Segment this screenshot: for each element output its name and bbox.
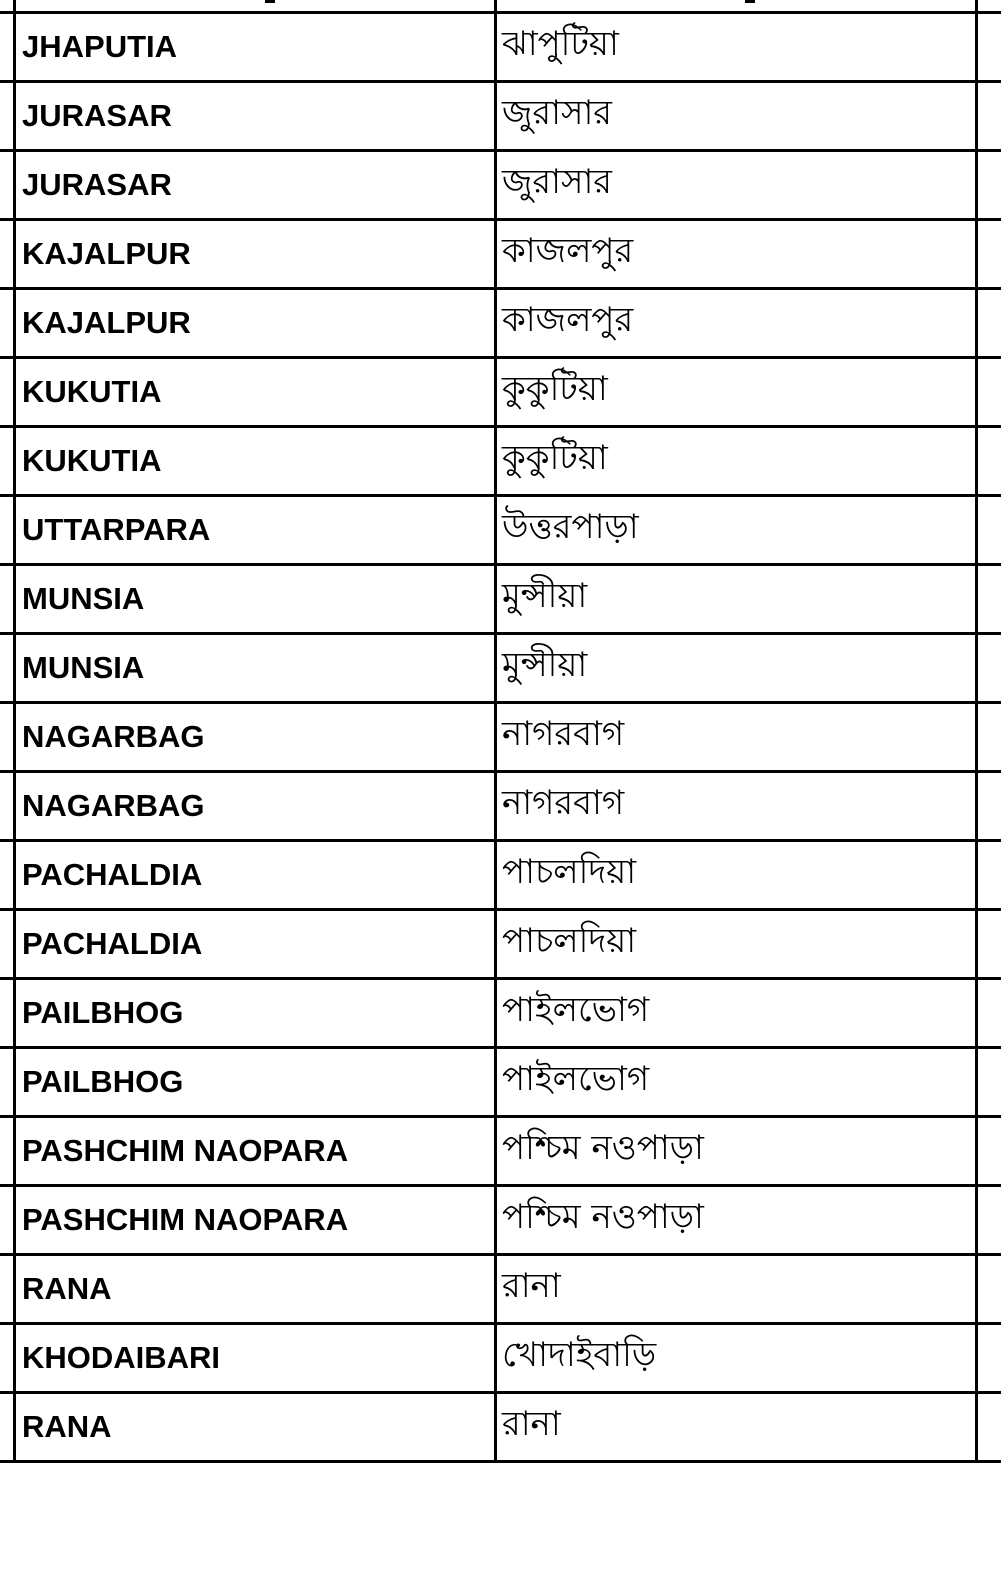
english-name-cell: KHODAIBARI bbox=[22, 1340, 221, 1375]
table-row bbox=[0, 149, 1001, 218]
table-column-divider bbox=[494, 0, 497, 1460]
table-row bbox=[0, 218, 1001, 287]
english-name-cell: KUKUTIA bbox=[22, 374, 162, 409]
table-row bbox=[0, 1115, 1001, 1184]
table-row bbox=[0, 1046, 1001, 1115]
english-name-cell: UTTARPARA bbox=[22, 512, 211, 547]
bengali-name-cell: কাজলপুর bbox=[502, 231, 634, 271]
bengali-name-cell: খোদাইবাড়ি bbox=[502, 1335, 657, 1375]
english-name-cell: PAILBHOG bbox=[22, 995, 184, 1030]
english-name-cell: NAGARBAG bbox=[22, 719, 205, 754]
english-name-cell: NAGARBAG bbox=[22, 788, 205, 823]
bengali-name-cell: নাগরবাগ bbox=[502, 783, 625, 823]
bengali-name-cell: জুরাসার bbox=[502, 93, 613, 133]
table-row bbox=[0, 770, 1001, 839]
english-name-cell: JHAPUTIA bbox=[22, 29, 178, 64]
bengali-name-cell: মুন্সীয়া bbox=[502, 576, 588, 616]
bengali-name-cell: পাচলদিয়া bbox=[502, 921, 637, 961]
bengali-name-cell: কুকুটিয়া bbox=[502, 369, 608, 409]
bengali-name-cell: পশ্চিম নওপাড়া bbox=[502, 1197, 704, 1237]
table-row bbox=[0, 425, 1001, 494]
table-row bbox=[0, 80, 1001, 149]
bengali-name-cell: মুন্সীয়া bbox=[502, 645, 588, 685]
table-row bbox=[0, 1184, 1001, 1253]
clipped-glyph-mark bbox=[265, 0, 275, 3]
table-row bbox=[0, 494, 1001, 563]
english-name-cell: KAJALPUR bbox=[22, 305, 191, 340]
clipped-glyph-mark bbox=[745, 0, 755, 3]
table-row bbox=[0, 908, 1001, 977]
bengali-name-cell: জুরাসার bbox=[502, 162, 613, 202]
table-row bbox=[0, 287, 1001, 356]
bengali-name-cell: ঝাপুটিয়া bbox=[502, 24, 619, 64]
table-row bbox=[0, 356, 1001, 425]
english-name-cell: KAJALPUR bbox=[22, 236, 191, 271]
table-row bbox=[0, 11, 1001, 80]
english-name-cell: PASHCHIM NAOPARA bbox=[22, 1202, 349, 1237]
english-name-cell: JURASAR bbox=[22, 167, 172, 202]
english-name-cell: PACHALDIA bbox=[22, 857, 203, 892]
english-name-cell: KUKUTIA bbox=[22, 443, 162, 478]
table-body bbox=[0, 11, 1001, 1463]
table-row bbox=[0, 632, 1001, 701]
table-row bbox=[0, 701, 1001, 770]
bengali-name-cell: রানা bbox=[502, 1266, 561, 1306]
english-name-cell: RANA bbox=[22, 1409, 112, 1444]
bengali-name-cell: পাইলভোগ bbox=[502, 1059, 650, 1099]
bengali-name-cell: রানা bbox=[502, 1404, 561, 1444]
table-left-border bbox=[13, 0, 16, 1460]
bengali-name-cell: কাজলপুর bbox=[502, 300, 634, 340]
english-name-cell: MUNSIA bbox=[22, 581, 145, 616]
bengali-name-cell: পাচলদিয়া bbox=[502, 852, 637, 892]
bengali-name-cell: পশ্চিম নওপাড়া bbox=[502, 1128, 704, 1168]
table-row bbox=[0, 839, 1001, 908]
bengali-name-cell: উত্তরপাড়া bbox=[502, 507, 639, 547]
table-row bbox=[0, 1253, 1001, 1322]
bengali-name-cell: কুকুটিয়া bbox=[502, 438, 608, 478]
table-row bbox=[0, 1391, 1001, 1463]
english-name-cell: PASHCHIM NAOPARA bbox=[22, 1133, 349, 1168]
table-right-border bbox=[975, 0, 978, 1460]
table-row bbox=[0, 1322, 1001, 1391]
english-name-cell: PAILBHOG bbox=[22, 1064, 184, 1099]
english-name-cell: MUNSIA bbox=[22, 650, 145, 685]
english-name-cell: PACHALDIA bbox=[22, 926, 203, 961]
english-name-cell: RANA bbox=[22, 1271, 112, 1306]
bengali-name-cell: পাইলভোগ bbox=[502, 990, 650, 1030]
english-name-cell: JURASAR bbox=[22, 98, 172, 133]
bengali-name-cell: নাগরবাগ bbox=[502, 714, 625, 754]
table-row bbox=[0, 563, 1001, 632]
table-row bbox=[0, 977, 1001, 1046]
